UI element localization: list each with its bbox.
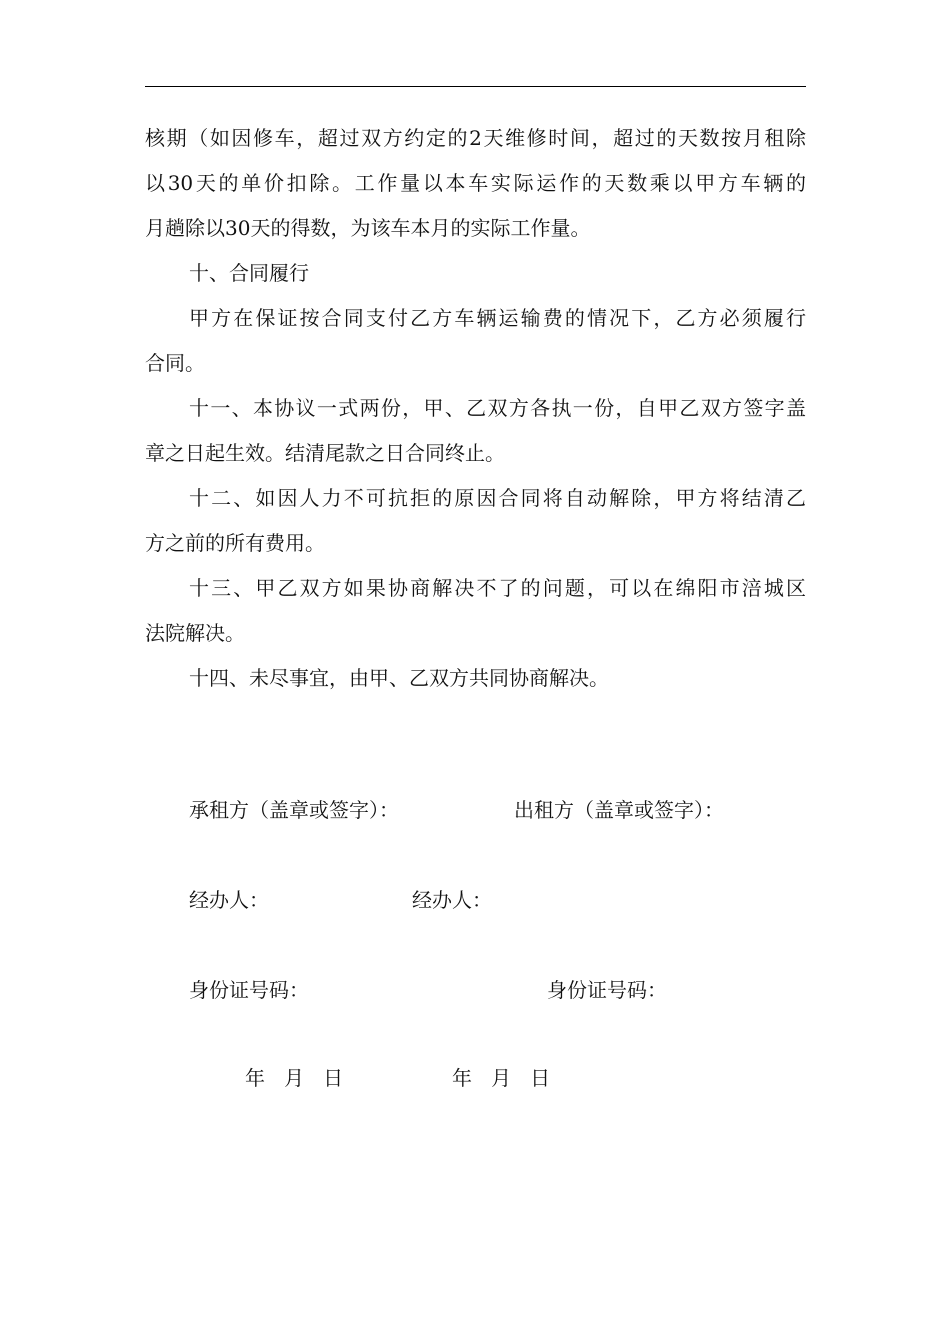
paragraph-line: 核期（如因修车，超过双方约定的2天维修时间，超过的天数按月租除 [145, 126, 806, 150]
paragraph-line: 甲方在保证按合同支付乙方车辆运输费的情况下，乙方必须履行 [189, 306, 806, 330]
id-number-left-label: 身份证号码： [189, 978, 309, 1002]
paragraph-line: 法院解决。 [145, 621, 245, 645]
clause-13: 十三、甲乙双方如果协商解决不了的问题，可以在绵阳市涪城区 [189, 576, 806, 600]
paragraph-line: 章之日起生效。结清尾款之日合同终止。 [145, 441, 505, 465]
paragraph-line: 方之前的所有费用。 [145, 531, 325, 555]
id-number-right-label: 身份证号码： [547, 978, 667, 1002]
paragraph-line: 以30天的单价扣除。工作量以本车实际运作的天数乘以甲方车辆的 [145, 171, 806, 195]
section-heading-10: 十、合同履行 [189, 261, 309, 285]
agent-left-label: 经办人： [189, 888, 269, 912]
header-rule [145, 86, 806, 87]
paragraph-line: 合同。 [145, 351, 205, 375]
contract-body [145, 116, 806, 701]
clause-11: 十一、本协议一式两份，甲、乙双方各执一份，自甲乙双方签字盖 [189, 396, 806, 420]
date-left: 年 月 日 [245, 1066, 344, 1090]
clause-14: 十四、未尽事宜，由甲、乙双方共同协商解决。 [189, 666, 609, 690]
lessor-signature-label: 出租方（盖章或签字）： [514, 798, 724, 822]
date-right: 年 月 日 [452, 1066, 551, 1090]
clause-12: 十二、如因人力不可抗拒的原因合同将自动解除，甲方将结清乙 [189, 486, 806, 510]
lessee-signature-label: 承租方（盖章或签字）： [189, 798, 399, 822]
paragraph-line: 月趟除以30天的得数，为该车本月的实际工作量。 [145, 216, 591, 240]
agent-right-label: 经办人： [412, 888, 492, 912]
